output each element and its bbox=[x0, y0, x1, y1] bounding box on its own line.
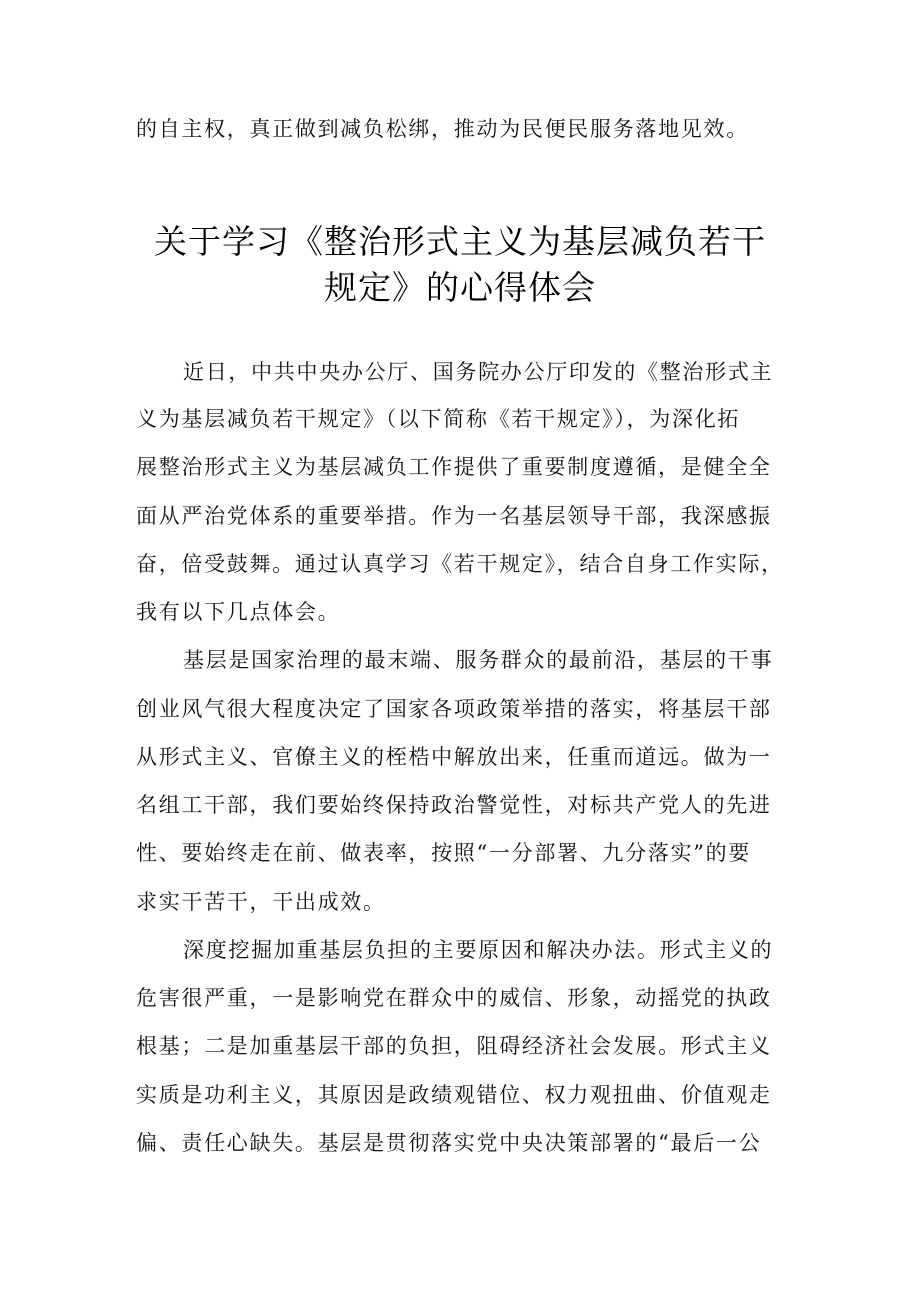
intro-tail-line: 的自主权，真正做到减负松绑，推动为民便民服务落地见效。 bbox=[136, 117, 749, 141]
body-line: 义为基层减负若干规定》（以下简称《若干规定》），为深化拓 bbox=[136, 407, 741, 431]
body-line: 奋，倍受鼓舞。通过认真学习《若干规定》，结合自身工作实际， bbox=[136, 552, 784, 576]
body-line: 根基；二是加重基层干部的负担，阻碍经济社会发展。形式主义 bbox=[136, 1034, 772, 1058]
body-line: 基层是国家治理的最末端、服务群众的最前沿，基层的干事 bbox=[183, 648, 774, 672]
body-line: 偏、责任心缺失。基层是贯彻落实党中央决策部署的“最后一公 bbox=[136, 1131, 762, 1155]
body-line: 求实干苦干，干出成效。 bbox=[136, 890, 386, 914]
body-line: 名组工干部，我们要始终保持政治警觉性，对标共产党人的先进 bbox=[136, 793, 772, 817]
body-line: 性、要始终走在前、做表率，按照“一分部署、九分落实”的要 bbox=[136, 841, 752, 865]
body-line: 面从严治党体系的重要举措。作为一名基层领导干部，我深感振 bbox=[136, 504, 772, 528]
body-line: 展整治形式主义为基层减负工作提供了重要制度遵循，是健全全 bbox=[136, 455, 772, 479]
body-line: 创业风气很大程度决定了国家各项政策举措的落实，将基层干部 bbox=[136, 697, 772, 721]
title-line-2: 规定》的心得体会 bbox=[324, 268, 596, 307]
body-line: 近日，中共中央办公厅、国务院办公厅印发的《整治形式主 bbox=[183, 360, 774, 384]
title-line-1: 关于学习《整治形式主义为基层减负若干 bbox=[154, 222, 766, 261]
body-line: 深度挖掘加重基层负担的主要原因和解决办法。形式主义的 bbox=[183, 938, 774, 962]
body-line: 我有以下几点体会。 bbox=[136, 600, 341, 624]
body-line: 危害很严重，一是影响党在群众中的威信、形象，动摇党的执政 bbox=[136, 986, 772, 1010]
body-line: 实质是功利主义，其原因是政绩观错位、权力观扭曲、价值观走 bbox=[136, 1083, 772, 1107]
body-line: 从形式主义、官僚主义的桎梏中解放出来，任重而道远。做为一 bbox=[136, 745, 772, 769]
